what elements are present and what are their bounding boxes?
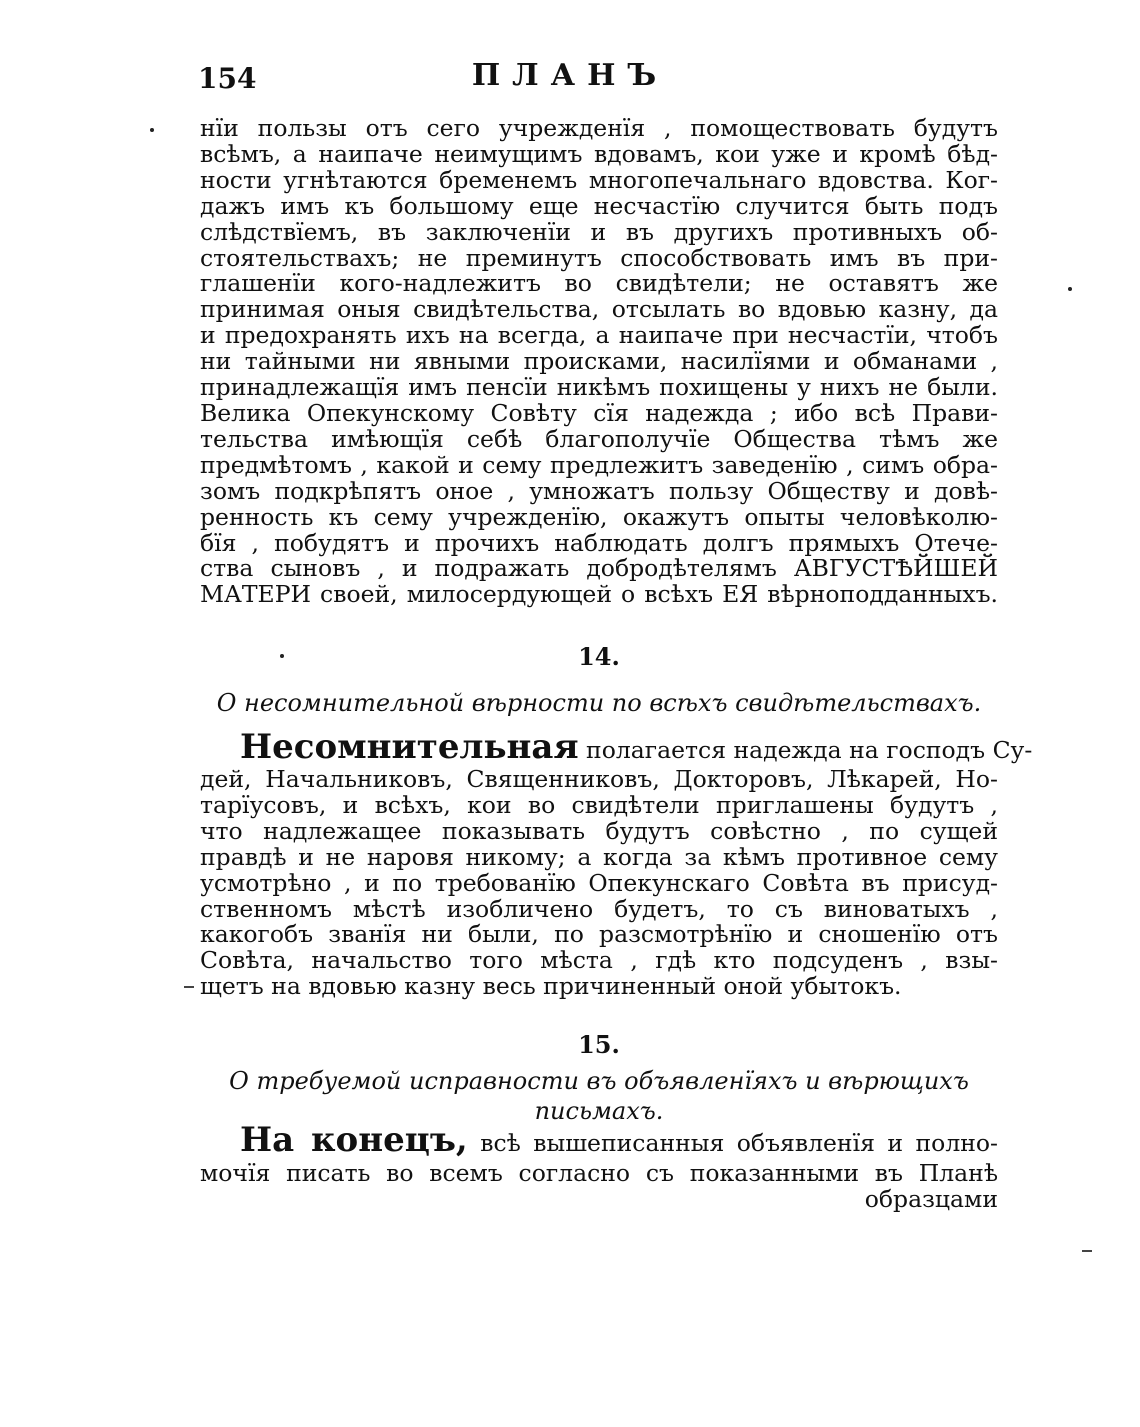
scan-speck [280,654,284,658]
section-15-title-line: О требуемой исправности въ объявленїяхъ и вѣрющихъ [229,1067,969,1095]
page-number: 154 [198,62,257,95]
section-15-title [200,1066,998,1126]
section-15-paragraph [200,1122,998,1213]
scan-mark [184,986,194,988]
text-line: ни тайными ни явными происками, насилїями и обманами , [200,347,998,376]
text-line: правдѣ и не наровя никому; а когда за кѣмъ противное сему [200,842,998,871]
section-15-number: 15. [578,1030,620,1059]
lead-line-rest: полагается надежда на господъ Су- [586,736,1033,764]
scan-speck [1068,287,1072,291]
running-head: ПЛАНЪ [471,58,669,93]
text-line: и предохранять ихъ на всегда, а наипаче при несчастїи, чтобъ [200,321,998,350]
lead-word: На конецъ, [240,1120,468,1160]
text-line: стоятельствахъ; не преминутъ способствовать имъ въ при- [200,243,998,272]
text-line: слѣдствїемъ, въ заключенїи и въ другихъ противныхъ об- [200,217,998,246]
text-line [200,727,1033,767]
section-15-title-line: письмахъ. [534,1097,664,1125]
text-line: что надлежащее показывать будутъ совѣстно , по сущей [200,816,998,845]
text-line: ренность къ сему учрежденїю, окажутъ опыты человѣколю- [200,502,998,531]
scan-mark [1082,1250,1092,1252]
catchword: образцами [864,1184,998,1213]
text-line: принадлежащїя имъ пенсїи никѣмъ похищены у нихъ не были. [200,373,998,402]
text-line: бїя , побудятъ и прочихъ наблюдать долгъ прямыхъ Отече- [200,528,998,557]
text-line: мочїя писать во всемъ согласно съ показанными въ Планѣ [200,1159,998,1187]
text-line: глашенїи кого-надлежитъ во свидѣтели; не оставятъ же [200,269,998,298]
text-line: принимая оныя свидѣтельства, отсылать во вдовью казну, да [200,295,998,324]
lead-line-rest: всѣ вышеписанныя объявленїя и полно- [480,1129,998,1157]
text-line: нїи пользы отъ сего учрежденїя , помоществовать будутъ [200,114,998,142]
text-line: усмотрѣно , и по требованїю Опекунскаго Совѣта въ присуд- [200,868,998,897]
text-line: какогобъ званїя ни были, по разсмотрѣнїю и сношенїю отъ [200,920,998,949]
text-line: дажъ имъ къ большому еще несчастїю случится быть подъ [200,191,998,220]
text-line: дей, Начальниковъ, Священниковъ, Докторовъ, Лѣкарей, Но- [200,765,998,793]
text-line: предмѣтомъ , какой и сему предлежитъ заведенїю , симъ обра- [200,450,998,479]
text-line: всѣмъ, а наипаче неимущимъ вдовамъ, кои уже и кромѣ бѣд- [200,139,998,168]
lead-word: Несомнительная [240,727,579,767]
text-line [200,1122,998,1161]
text-line: МАТЕРИ своей, милосердующей о всѣхъ ЕЯ вѣрноподданныхъ. [200,580,998,609]
text-line: Велика Опекунскому Совѣту сїя надежда ; ибо всѣ Прави- [200,398,998,427]
text-line: тарїусовъ, и всѣхъ, кои во свидѣтели приглашены будутъ , [200,790,998,819]
section-14-number: 14. [578,642,620,671]
text-line: ственномъ мѣстѣ изобличено будетъ, то съ виноватыхъ , [200,894,998,923]
text-line: Совѣта, начальство того мѣста , гдѣ кто подсуденъ , взы- [200,946,998,975]
paragraph-continuation [200,116,998,608]
scan-speck [150,128,154,132]
text-line: зомъ подкрѣпятъ оное , умножатъ пользу Обществу и довѣ- [200,476,998,505]
section-14-paragraph [200,727,1033,1001]
text-line: щетъ на вдовью казну весь причиненный оной убытокъ. [200,972,902,1001]
text-line: ства сыновъ , и подражать добродѣтелямъ АВГУСТѢЙШЕЙ [200,554,998,583]
section-14-title: О несомнительной вѣрности по всѣхъ свидѣтельствахъ. [216,689,982,717]
text-line: тельства имѣющїя себѣ благополучїе Общества тѣмъ же [200,424,998,453]
text-line: ности угнѣтаются бременемъ многопечальнаго вдовства. Ког- [200,165,998,194]
